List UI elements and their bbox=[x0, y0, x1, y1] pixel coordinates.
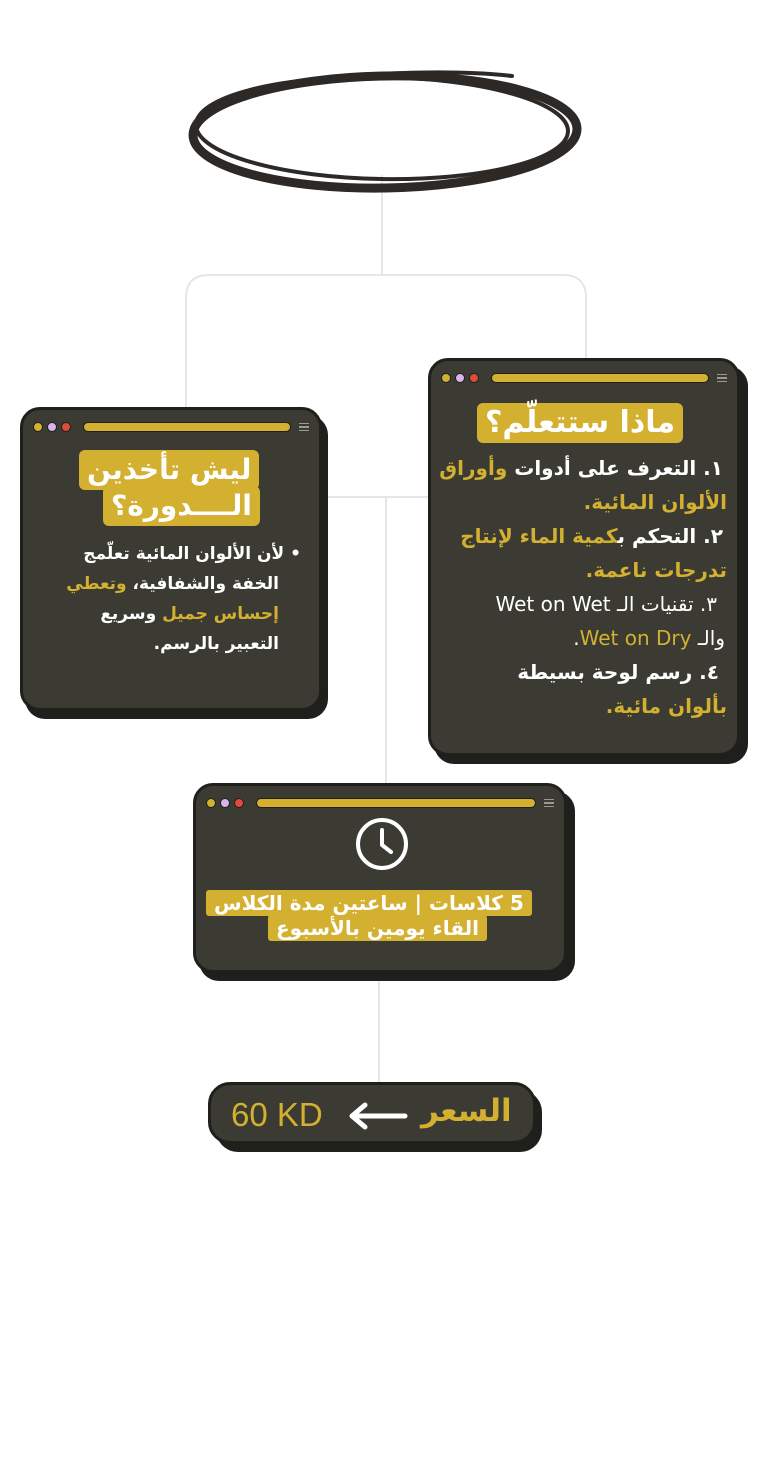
learn-item-1b: الألوان المائية. bbox=[583, 490, 727, 514]
why-card-titlebar bbox=[33, 420, 309, 434]
why-card-title-line2: الــــدورة؟ bbox=[103, 486, 260, 526]
window-dot-yellow bbox=[441, 373, 451, 383]
learn-item-4b: بألوان مائية. bbox=[605, 694, 727, 718]
learn-item-2b: تدرجات ناعمة. bbox=[585, 558, 727, 582]
why-line-4: التعبير بالرسم. bbox=[153, 634, 279, 654]
window-dot-lilac bbox=[220, 798, 230, 808]
clock-icon bbox=[354, 816, 410, 872]
schedule-line-1: 5 كلاسات | ساعتين مدة الكلاس bbox=[206, 890, 532, 916]
learn-item-2: ٢. التحكم بكمية الماء لإنتاج bbox=[460, 524, 723, 548]
window-dot-yellow bbox=[206, 798, 216, 808]
why-line-3: إحساس جميل وسريع bbox=[100, 604, 279, 624]
title-bar-strip bbox=[256, 798, 536, 808]
menu-icon bbox=[717, 374, 727, 383]
schedule-card-titlebar bbox=[206, 796, 554, 810]
learn-item-1: ١. التعرف على أدوات وأوراق bbox=[439, 456, 723, 480]
window-dot-yellow bbox=[33, 422, 43, 432]
window-dot-lilac bbox=[47, 422, 57, 432]
schedule-line-2: القاء يومين بالأسبوع bbox=[268, 915, 487, 941]
menu-icon bbox=[299, 423, 309, 432]
bullet: • bbox=[290, 544, 301, 564]
learn-card-title: ماذا ستتعلّم؟ bbox=[477, 403, 683, 443]
arrow-left-icon bbox=[347, 1101, 409, 1131]
why-card bbox=[20, 407, 330, 721]
window-dot-lilac bbox=[455, 373, 465, 383]
window-dot-red bbox=[469, 373, 479, 383]
ink-circle bbox=[192, 72, 578, 191]
schedule-card bbox=[193, 783, 575, 983]
window-dot-red bbox=[234, 798, 244, 808]
title-bar-strip bbox=[83, 422, 291, 432]
window-dot-red bbox=[61, 422, 71, 432]
learn-item-3b: والـ Wet on Dry. bbox=[573, 626, 725, 650]
learn-card-titlebar bbox=[441, 371, 727, 385]
learn-item-3: ٣. تقنيات الـ Wet on Wet bbox=[495, 592, 717, 616]
why-line-1: • لأن الألوان المائية تعلّمج bbox=[83, 544, 301, 564]
why-line-2: الخفة والشفافية، وتعطي bbox=[66, 574, 279, 594]
price-label: السعر bbox=[421, 1093, 512, 1129]
price-value: 60 KD bbox=[231, 1096, 323, 1133]
learn-item-4: ٤. رسم لوحة بسيطة bbox=[517, 660, 719, 684]
learn-card bbox=[428, 358, 748, 766]
title-bar-strip bbox=[491, 373, 709, 383]
menu-icon bbox=[544, 799, 554, 808]
why-card-title-line1: ليش تأخذين bbox=[79, 450, 259, 490]
